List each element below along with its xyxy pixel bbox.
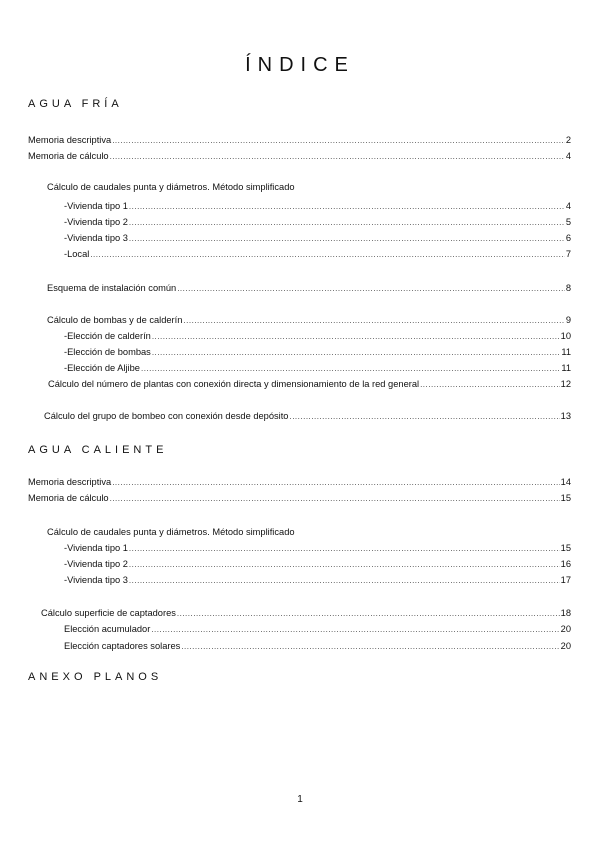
toc-entry-ac-vivienda-1[interactable] (64, 542, 571, 554)
toc-entry-af-vivienda-3[interactable] (64, 232, 571, 244)
leader-dots (420, 379, 560, 391)
section-heading-anexo-planos: ANEXO PLANOS (28, 671, 163, 683)
toc-label: -Vivienda tipo 1 (64, 201, 128, 211)
toc-subheading-ac-caudales: Cálculo de caudales punta y diámetros. Método simplificado (47, 527, 295, 537)
toc-page: 15 (560, 543, 571, 553)
toc-page: 20 (560, 624, 571, 634)
toc-page: 11 (561, 363, 571, 373)
toc-entry-af-grupo-bombeo[interactable] (44, 410, 571, 422)
toc-entry-af-local[interactable] (64, 248, 571, 260)
toc-label: Memoria de cálculo (28, 493, 109, 503)
leader-dots (129, 575, 560, 587)
toc-entry-ac-captadores-solares[interactable] (64, 640, 571, 652)
leader-dots (90, 249, 565, 261)
leader-dots (129, 217, 565, 229)
toc-label: Cálculo del grupo de bombeo con conexión desde depósito (44, 411, 289, 421)
toc-label: Cálculo del número de plantas con conexión directa y dimensionamiento de la red general (48, 379, 420, 389)
toc-entry-ac-acumulador[interactable] (64, 623, 571, 635)
leader-dots (151, 624, 559, 636)
leader-dots (183, 315, 564, 327)
toc-page: 5 (565, 217, 571, 227)
leader-dots (141, 363, 560, 375)
toc-entry-af-memoria-descriptiva[interactable] (28, 134, 571, 146)
leader-dots (129, 201, 565, 213)
toc-label: -Elección de Aljibe (64, 363, 140, 373)
toc-label: -Local (64, 249, 90, 259)
toc-entry-af-vivienda-1[interactable] (64, 200, 571, 212)
toc-page: 16 (560, 559, 571, 569)
toc-label: -Vivienda tipo 2 (64, 217, 128, 227)
toc-page: 4 (565, 201, 571, 211)
toc-label: -Elección de calderín (64, 331, 151, 341)
toc-entry-af-esquema[interactable] (47, 282, 571, 294)
toc-page: 20 (560, 641, 571, 651)
toc-page: 8 (565, 283, 571, 293)
leader-dots (112, 135, 565, 147)
leader-dots (110, 151, 565, 163)
toc-label: Esquema de instalación común (47, 283, 177, 293)
toc-entry-ac-vivienda-2[interactable] (64, 558, 571, 570)
leader-dots (177, 283, 565, 295)
toc-page: 17 (560, 575, 571, 585)
toc-entry-ac-memoria-calculo[interactable] (28, 492, 571, 504)
toc-label: Cálculo de bombas y de calderín (47, 315, 183, 325)
toc-page: 10 (560, 331, 571, 341)
toc-subheading-af-caudales: Cálculo de caudales punta y diámetros. Método simplificado (47, 182, 295, 192)
leader-dots (129, 543, 560, 555)
toc-entry-af-bombas[interactable] (47, 314, 571, 326)
toc-label: -Vivienda tipo 1 (64, 543, 128, 553)
toc-label: Memoria de cálculo (28, 151, 109, 161)
toc-page: 9 (565, 315, 571, 325)
toc-label: Elección acumulador (64, 624, 151, 634)
leader-dots (152, 347, 561, 359)
leader-dots (112, 477, 559, 489)
toc-label: -Vivienda tipo 3 (64, 575, 128, 585)
leader-dots (177, 608, 560, 620)
leader-dots (129, 559, 560, 571)
toc-page: 11 (561, 347, 571, 357)
leader-dots (289, 411, 559, 423)
toc-page: 18 (560, 608, 571, 618)
toc-entry-af-eleccion-aljibe[interactable] (64, 362, 571, 374)
leader-dots (152, 331, 560, 343)
leader-dots (110, 493, 560, 505)
toc-label: -Vivienda tipo 3 (64, 233, 128, 243)
leader-dots (181, 641, 559, 653)
toc-label: Memoria descriptiva (28, 135, 112, 145)
section-heading-agua-fria: AGUA FRÍA (28, 98, 123, 110)
toc-entry-ac-memoria-descriptiva[interactable] (28, 476, 571, 488)
page-title: ÍNDICE (245, 54, 355, 76)
toc-label: Memoria descriptiva (28, 477, 112, 487)
toc-page: 13 (560, 411, 571, 421)
toc-page: 12 (560, 379, 571, 389)
toc-label: Cálculo superficie de captadores (41, 608, 176, 618)
toc-page: 14 (560, 477, 571, 487)
toc-entry-af-eleccion-bombas[interactable] (64, 346, 571, 358)
section-heading-agua-caliente: AGUA CALIENTE (28, 444, 168, 456)
toc-entry-ac-vivienda-3[interactable] (64, 574, 571, 586)
toc-entry-af-plantas[interactable] (48, 378, 571, 390)
toc-page: 7 (565, 249, 571, 259)
toc-entry-ac-captadores[interactable] (41, 607, 571, 619)
toc-label: -Elección de bombas (64, 347, 151, 357)
toc-label: Elección captadores solares (64, 641, 181, 651)
toc-page: 15 (560, 493, 571, 503)
toc-page: 2 (565, 135, 571, 145)
toc-entry-af-memoria-calculo[interactable] (28, 150, 571, 162)
toc-entry-af-eleccion-calderin[interactable] (64, 330, 571, 342)
toc-page: 4 (565, 151, 571, 161)
toc-label: -Vivienda tipo 2 (64, 559, 128, 569)
toc-entry-af-vivienda-2[interactable] (64, 216, 571, 228)
toc-page: 6 (565, 233, 571, 243)
leader-dots (129, 233, 565, 245)
page-number: 1 (297, 794, 303, 805)
